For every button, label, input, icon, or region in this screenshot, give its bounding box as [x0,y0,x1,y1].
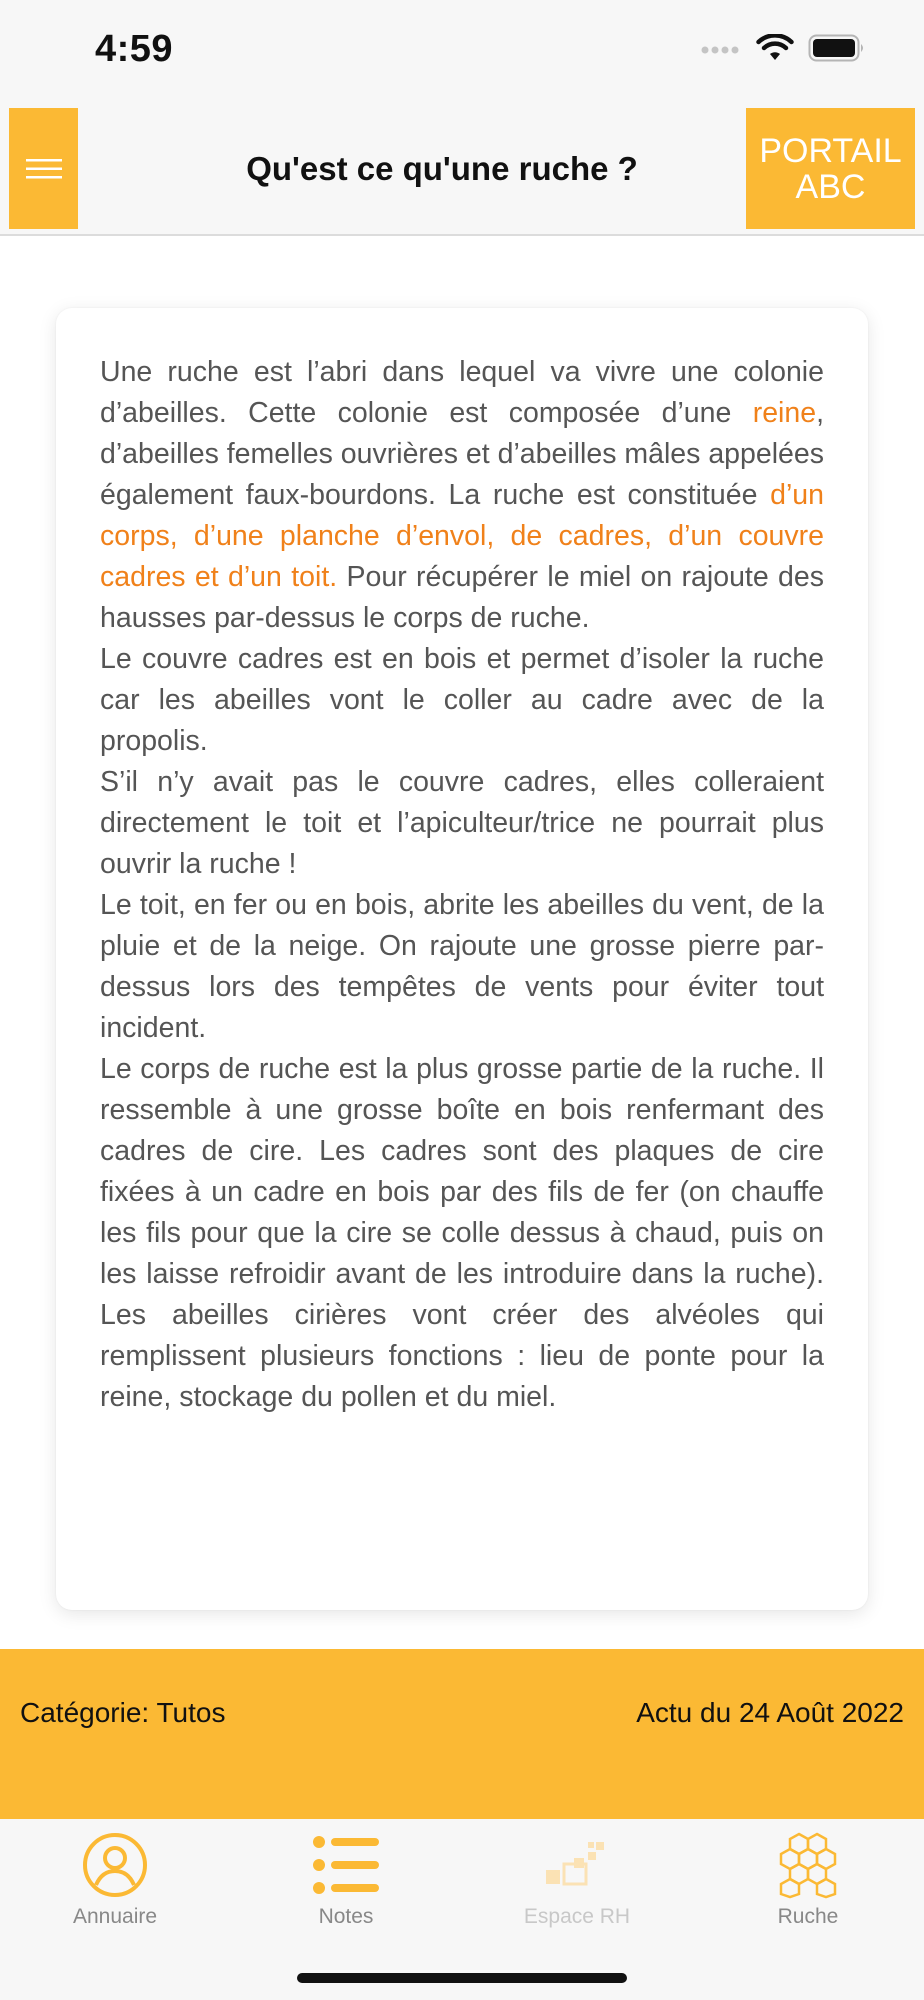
wifi-icon [756,34,794,62]
tab-label: Ruche [777,1905,839,1928]
status-icons [700,34,866,62]
status-time: 4:59 [95,28,174,70]
tab-espace-rh[interactable] [477,1829,677,1939]
status-bar [0,0,924,104]
list-icon [310,1829,382,1901]
tab-label: Notes [318,1905,374,1928]
tab-notes[interactable] [246,1829,446,1939]
tab-ruche[interactable] [708,1829,908,1939]
article-card [56,308,868,1610]
article-body [100,352,824,1418]
home-indicator[interactable] [297,1973,627,1983]
highlight-text: reine [752,397,817,429]
text-run: , d’abeilles femelles ouvrières et d’abeilles mâles appelées également faux-bourdons. La ruche est constituée [100,397,824,511]
text-run: Pour récupérer le miel on rajoute des hausses par-dessus le corps de ruche. [100,561,824,634]
article-paragraph [100,352,824,639]
text-run: Une ruche est l’abri dans lequel va vivre une colonie d’abeilles. Cette colonie est composée d’une [100,356,824,429]
article-paragraph: S’il n’y avait pas le couvre cadres, elles colleraient directement le toit et l’apiculteur/trice ne pourrait plus ouvrir la ruche ! [100,766,824,880]
battery-icon [808,34,866,62]
highlight-text: d’un corps, d’une planche d’envol, de cadres, d’un couvre cadres et d’un toit. [100,479,824,593]
date-label: Actu du 24 Août 2022 [636,1697,904,1728]
squares-icon [541,1829,613,1901]
category-label: Catégorie: Tutos [20,1697,226,1728]
portail-button[interactable]: PORTAIL ABC [746,108,915,229]
navigation-bar [0,104,924,236]
menu-button[interactable] [9,108,78,229]
hamburger-icon [26,157,62,181]
article-paragraph: Le toit, en fer ou en bois, abrite les abeilles du vent, de la pluie et de la neige. On rajoute une grosse pierre par-dessus lors des tempêtes de vents pour éviter tout incident. [100,889,824,1044]
article-paragraph: Le couvre cadres est en bois et permet d’isoler la ruche car les abeilles vont le coller au cadre avec de la propolis. [100,643,824,757]
honeycomb-icon [772,1829,844,1901]
article-footer [0,1649,924,1819]
tab-annuaire[interactable] [15,1829,215,1939]
tab-label: Espace RH [523,1905,631,1928]
page-title: Qu'est ce qu'une ruche ? [246,150,638,187]
tab-label: Annuaire [72,1905,158,1928]
signal-icon [700,42,742,54]
article-paragraph: Le corps de ruche est la plus grosse partie de la ruche. Il ressemble à une grosse boîte en bois renfermant des cadres de cire. Les cadres sont des plaques de cire fixées à un cadre en bois par des fils de fer (on chauffe les fils pour que la cire se colle dessus à chaud, puis on les laisse refroidir avant de les introduire dans la ruche). Les abeilles cirières vont créer des alvéoles qui remplissent plusieurs fonctions : lieu de ponte pour la reine, stockage du pollen et du miel. [100,1053,824,1413]
person-circle-icon [79,1829,151,1901]
